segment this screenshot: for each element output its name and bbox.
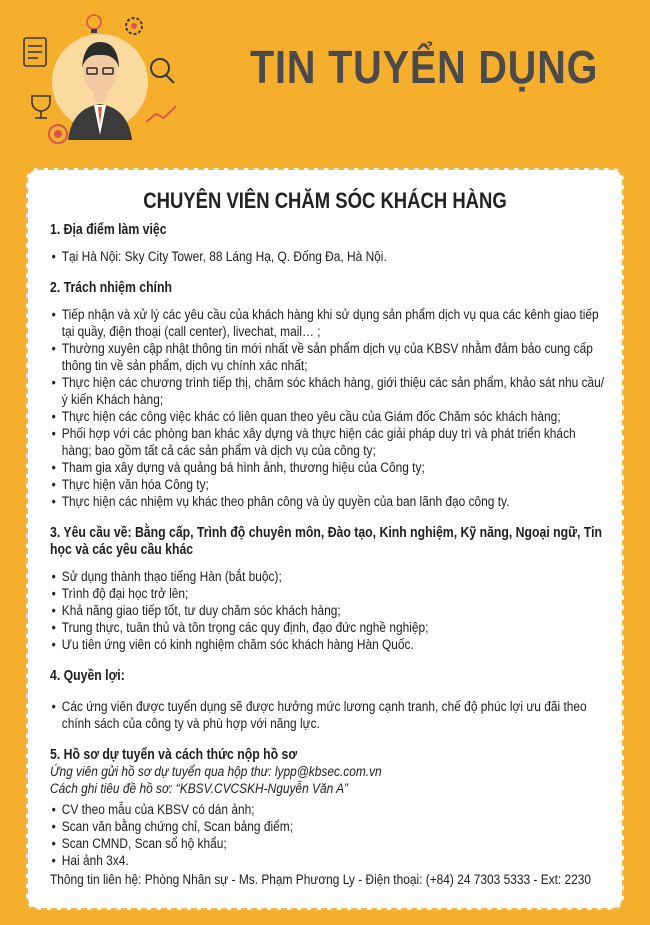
list-item: • Các ứng viên được tuyển dụng sẽ được hưởng mức lương cạnh tranh, chế độ phúc lợi ưu đãi theo chính sách của công ty và phù hợp với năng lực. (50, 699, 609, 733)
header-banner (0, 0, 650, 150)
job-content (50, 222, 609, 889)
section-heading-location: 1. Địa điểm làm việc (50, 222, 167, 238)
list-item: • Scan CMND, Scan sổ hộ khẩu; (50, 836, 609, 853)
list-item: • Hai ảnh 3x4. (50, 853, 609, 870)
list-item: • Scan văn bằng chứng chỉ, Scan bảng điểm; (50, 819, 609, 836)
gear-icon (126, 18, 142, 34)
application-email-note: Ứng viên gửi hồ sơ dự tuyển qua hộp thư: lypp@kbsec.com.vn (50, 764, 382, 780)
section-heading-application: 5. Hồ sơ dự tuyển và cách thức nộp hồ sơ (50, 747, 298, 763)
application-documents-list (50, 802, 609, 870)
responsibilities-list (50, 307, 609, 511)
list-item: • Trung thực, tuân thủ và tôn trọng các quy định, đạo đức nghề nghiệp; (50, 620, 609, 637)
section-heading-benefits: 4. Quyền lợi: (50, 668, 125, 684)
list-item: • Thực hiện văn hóa Công ty; (50, 477, 609, 494)
list-item: • Thực hiện các chương trình tiếp thị, chăm sóc khách hàng, giới thiệu các sản phẩm, khảo sát nhu cầu/ý kiến Khách hàng; (50, 375, 609, 409)
list-item: • Sử dụng thành thạo tiếng Hàn (bắt buộc); (50, 569, 609, 586)
list-item: • Khả năng giao tiếp tốt, tư duy chăm sóc khách hàng; (50, 603, 609, 620)
list-item: • Thực hiện các nhiệm vụ khác theo phân công và ủy quyền của ban lãnh đạo công ty. (50, 494, 609, 511)
list-item: • Phối hợp với các phòng ban khác xây dựng và thực hiện các giải pháp duy trì và phát triển khách hàng; bao gồm tất cả các sản phẩm và dịch vụ của công ty; (50, 426, 609, 460)
trophy-icon (32, 96, 50, 118)
job-title: CHUYÊN VIÊN CHĂM SÓC KHÁCH HÀNG (143, 188, 507, 213)
clipboard-icon (24, 38, 46, 66)
list-item: • Ưu tiên ứng viên có kinh nghiệm chăm sóc khách hàng Hàn Quốc. (50, 637, 609, 654)
application-subject-note: Cách ghi tiêu đề hồ sơ: “KBSV.CVCSKH-Nguyễn Văn A” (50, 781, 349, 797)
list-item: • Thường xuyên cập nhật thông tin mới nhất về sản phẩm dịch vụ của KBSV nhằm đảm bảo cung cấp thông tin về sản phẩm, dịch vụ chính xác nhất; (50, 341, 609, 375)
list-item: • CV theo mẫu của KBSV có dán ảnh; (50, 802, 609, 819)
location-list (50, 249, 609, 266)
benefits-list (50, 699, 609, 733)
magnifier-icon (151, 59, 174, 83)
businessman-icon (52, 34, 148, 140)
list-item: • Tiếp nhận và xử lý các yêu cầu của khách hàng khi sử dụng sản phẩm dịch vụ qua các kênh giao tiếp tại quầy, điện thoại (call center), livechat, mail… ; (50, 307, 609, 341)
section-heading-requirements: 3. Yêu cầu về: Bằng cấp, Trình độ chuyên môn, Đào tạo, Kinh nghiệm, Kỹ năng, Ngoại ngữ, Tin học và các yêu cầu khác (50, 525, 602, 558)
list-item: • Thực hiện các công việc khác có liên quan theo yêu cầu của Giám đốc Chăm sóc khách hàng; (50, 409, 609, 426)
contact-info: Thông tin liên hệ: Phòng Nhân sự - Ms. Phạm Phương Ly - Điện thoại: (+84) 24 7303 5333 - Ext: 2230 (50, 872, 592, 888)
list-item: • Trình độ đại học trở lên; (50, 586, 609, 603)
lightbulb-icon (87, 15, 101, 33)
target-icon (49, 125, 67, 143)
section-heading-responsibilities: 2. Trách nhiệm chính (50, 280, 172, 296)
recruitment-illustration (14, 10, 194, 145)
requirements-list (50, 569, 609, 654)
list-item: • Tại Hà Nội: Sky City Tower, 88 Láng Hạ, Q. Đống Đa, Hà Nội. (50, 249, 609, 266)
chart-icon (146, 106, 176, 122)
page-title: TIN TUYỂN DỤNG (250, 41, 599, 93)
list-item: • Tham gia xây dựng và quảng bá hình ảnh, thương hiệu của Công ty; (50, 460, 609, 477)
job-card (26, 168, 624, 910)
